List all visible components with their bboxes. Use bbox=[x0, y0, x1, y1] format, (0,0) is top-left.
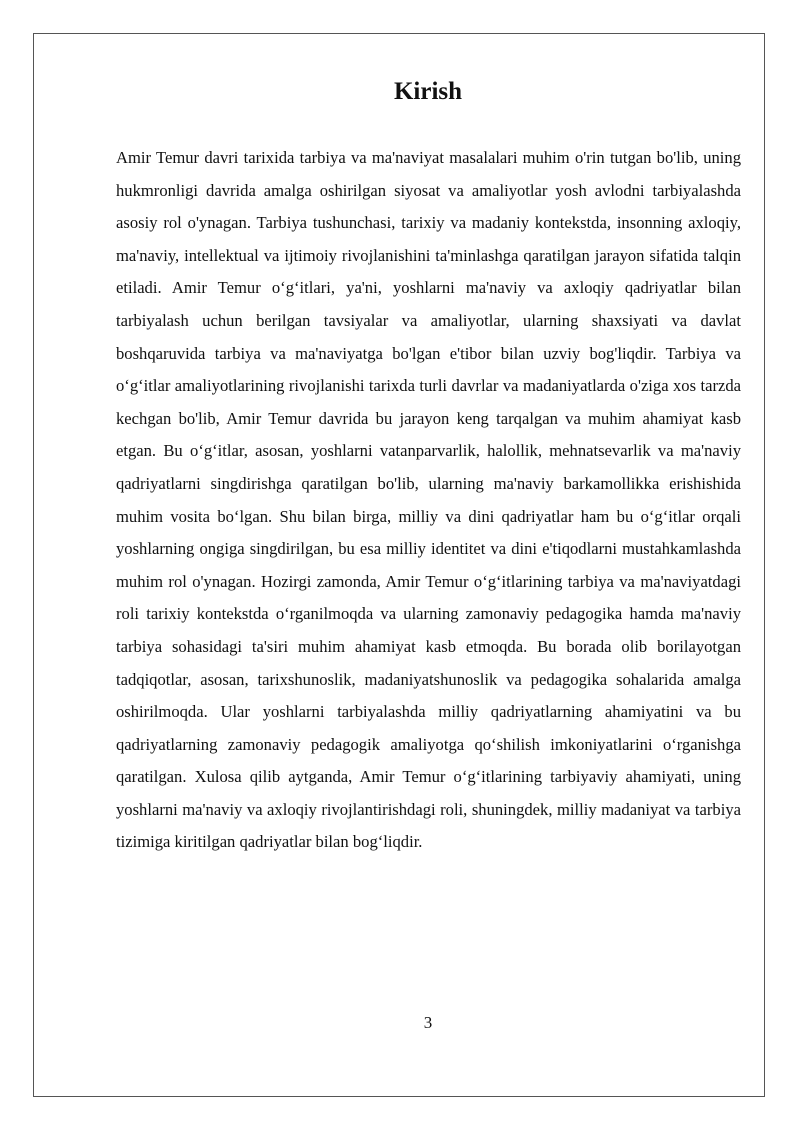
page-number: 3 bbox=[423, 1013, 433, 1032]
body-paragraph: Amir Temur davri tarixida tarbiya va ma'naviyat masalalari muhim o'rin tutgan bo'lib, uning hukmronligi davrida amalga oshirilgan siyosat va amaliyotlar yosh avlodni tarbiyalashda asosiy rol o'ynagan. Tarbiya tushunchasi, tarixiy va madaniy kontekstda, insonning axloqiy, ma'naviy, intellektual va ijtimoiy rivojlanishini ta'minlashga qaratilgan jarayon sifatida talqin etiladi. Amir Temur o‘g‘itlari, ya'ni, yoshlarni ma'naviy va axloqiy qadriyatlar bilan tarbiyalash uchun berilgan tavsiyalar va amaliyotlar, ularning shaxsiyati va davlat boshqaruvida tarbiya va ma'naviyatga bo'lgan e'tibor bilan uzviy bog'liqdir. Tarbiya va o‘g‘itlar amaliyotlarining rivojlanishi tarixda turli davrlar va madaniyatlarda o'ziga xos tarzda kechgan bo'lib, Amir Temur davrida bu jarayon keng tarqalgan va muhim ahamiyat kasb etgan. Bu o‘g‘itlar, asosan, yoshlarni vatanparvarlik, halollik, mehnatsevarlik va ma'naviy qadriyatlarni singdirishga qaratilgan bo'lib, ularning ma'naviy barkamollikka erishishida muhim vosita bo‘lgan. Shu bilan birga, milliy va dini qadriyatlar ham bu o‘g‘itlar orqali yoshlarning ongiga singdirilgan, bu esa milliy identitet va dini e'tiqodlarni mustahkamlashda muhim rol o'ynagan. Hozirgi zamonda, Amir Temur o‘g‘itlarining tarbiya va ma'naviyatdagi roli tarixiy kontekstda o‘rganilmoqda va ularning zamonaviy pedagogika hamda ma'naviy tarbiya sohasidagi ta'siri muhim ahamiyat kasb etmoqda. Bu borada olib borilayotgan tadqiqotlar, asosan, tarixshunoslik, madaniyatshunoslik va pedagogika sohalarida amalga oshirilmoqda. Ular yoshlarni tarbiyalashda milliy qadriyatlarning ahamiyatini va bu qadriyatlarning zamonaviy pedagogik amaliyotga qo‘shilish imkoniyatlarini o‘rganishga qaratilgan. Xulosa qilib aytganda, Amir Temur o‘g‘itlarining tarbiyaviy ahamiyati, uning yoshlarni ma'naviy va axloqiy rivojlantirishdagi roli, shuningdek, milliy madaniyat va tarbiya tizimiga kiritilgan qadriyatlar bilan bog‘liqdir. bbox=[116, 148, 741, 852]
page-title: Kirish bbox=[393, 78, 463, 105]
